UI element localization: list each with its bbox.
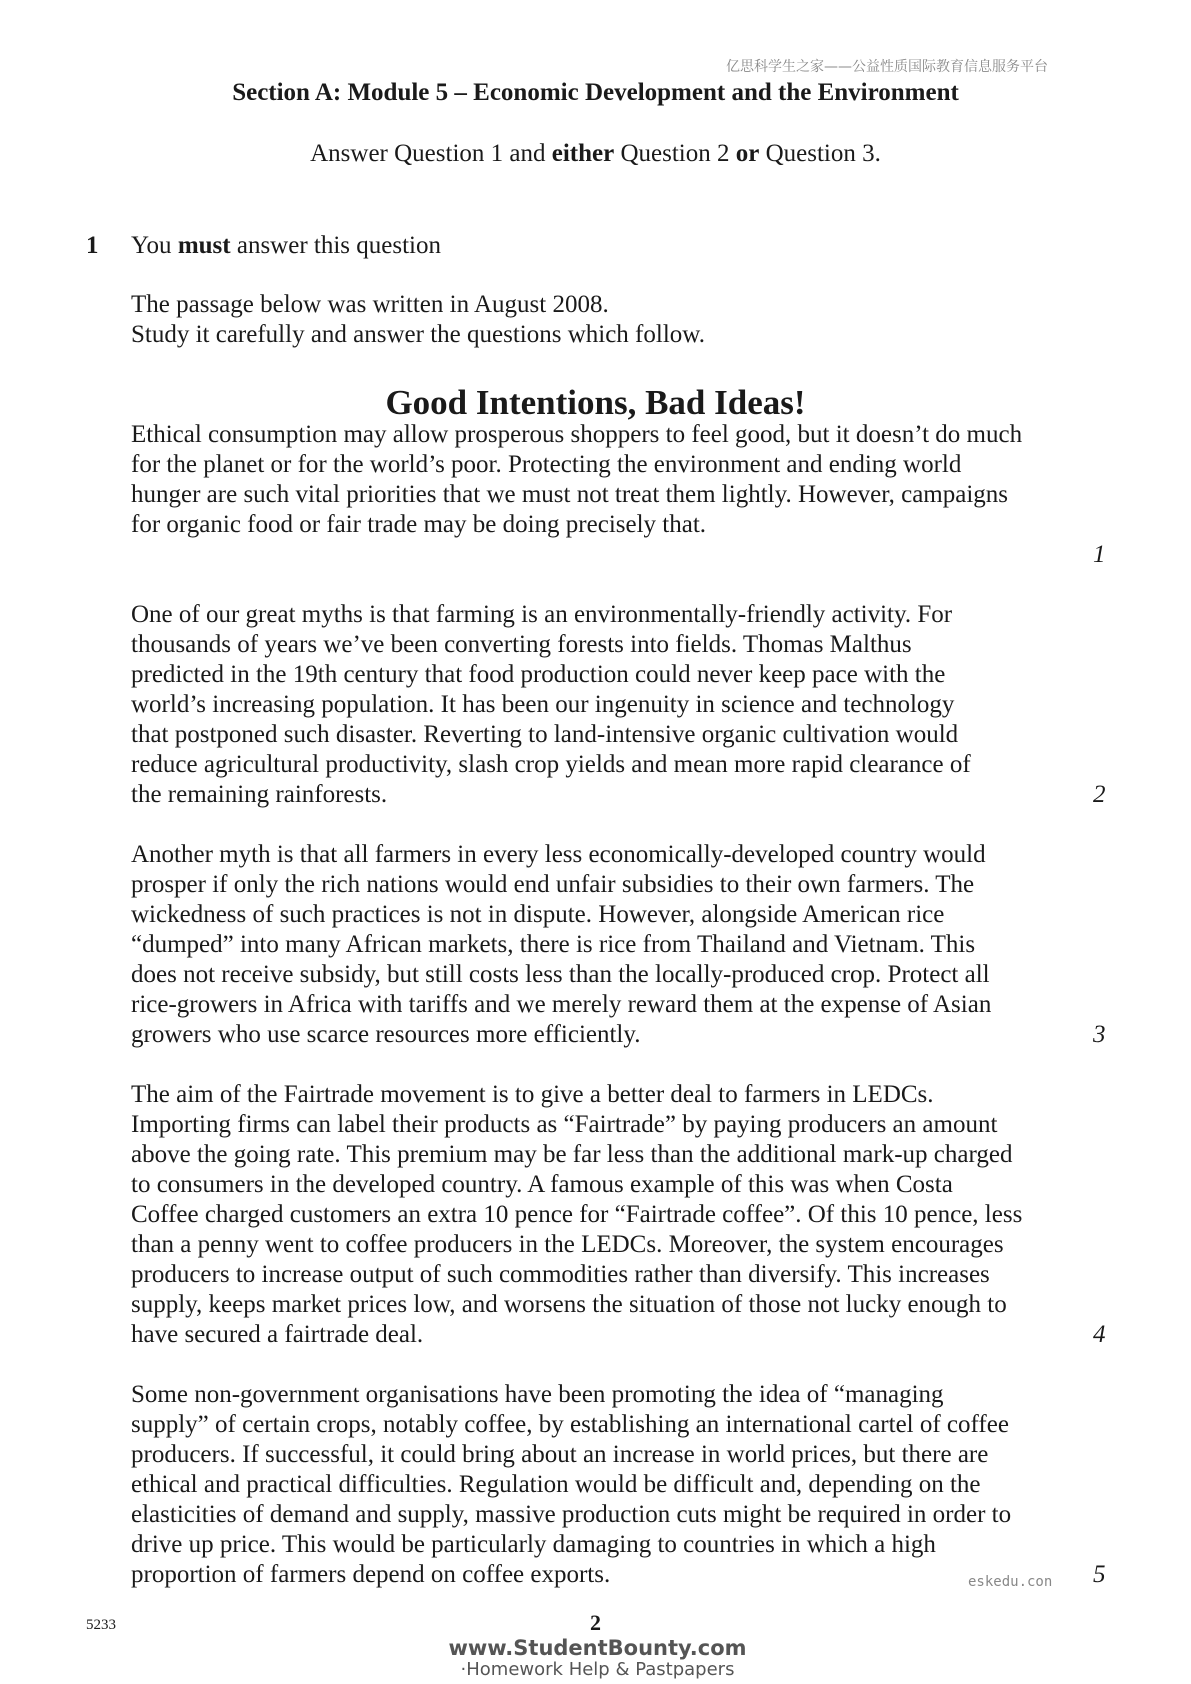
paragraph-line: Importing firms can label their products as “Fairtrade” by paying producers an amount	[131, 1111, 998, 1138]
paragraph-line: rice-growers in Africa with tariffs and we merely reward them at the expense of Asian	[131, 991, 992, 1018]
studentbounty-logo	[445, 1637, 750, 1681]
paragraph-line: producers. If successful, it could bring about an increase in world prices, but there are	[131, 1441, 989, 1468]
paragraph-number: 2	[1093, 781, 1106, 808]
paragraph-line: proportion of farmers depend on coffee exports.	[131, 1561, 611, 1588]
paragraph-number: 1	[1093, 541, 1106, 568]
paragraph-line: than a penny went to coffee producers in the LEDCs. Moreover, the system encourages	[131, 1231, 1004, 1258]
question-text	[131, 232, 441, 260]
paragraph-line: Coffee charged customers an extra 10 pence for “Fairtrade coffee”. Of this 10 pence, less	[131, 1201, 1023, 1228]
paragraph-2	[131, 600, 971, 810]
question-number: 1	[86, 232, 99, 259]
instruction-either: either	[551, 140, 615, 167]
paragraph-line: hunger are such vital priorities that we must not treat them lightly. However, campaigns	[131, 481, 1009, 508]
paragraph-line: does not receive subsidy, but still costs less than the locally-produced crop. Protect all	[131, 961, 990, 988]
instruction-text-2: Question 2	[614, 140, 736, 167]
paragraph-line: reduce agricultural productivity, slash crop yields and mean more rapid clearance of	[131, 751, 971, 778]
paragraph-line: Some non-government organisations have been promoting the idea of “managing	[131, 1381, 944, 1408]
paragraph-line: elasticities of demand and supply, massive production cuts might be required in order to	[131, 1501, 1012, 1528]
question-must: must	[177, 232, 231, 259]
paragraph-1	[131, 420, 1022, 540]
instruction	[0, 140, 1191, 168]
question-text-2: answer this question	[230, 232, 441, 259]
paragraph-line: ethical and practical difficulties. Regulation would be difficult and, depending on the	[131, 1471, 981, 1498]
paragraph-line: Ethical consumption may allow prosperous shoppers to feel good, but it doesn’t do much	[131, 421, 1023, 448]
paragraph-line: to consumers in the developed country. A famous example of this was when Costa	[131, 1171, 953, 1198]
paragraph-line: supply, keeps market prices low, and worsens the situation of those not lucky enough to	[131, 1291, 1007, 1318]
paragraph-line: Another myth is that all farmers in every less economically-developed country would	[131, 841, 986, 868]
paragraph-number: 3	[1093, 1021, 1106, 1048]
paragraph-line: One of our great myths is that farming is an environmentally-friendly activity. For	[131, 601, 953, 628]
paragraph-line: have secured a fairtrade deal.	[131, 1321, 424, 1348]
paragraph-3	[131, 840, 991, 1050]
paragraph-line: thousands of years we’ve been converting forests into fields. Thomas Malthus	[131, 631, 912, 658]
instruction-or: or	[735, 140, 760, 167]
article-title: Good Intentions, Bad Ideas!	[385, 383, 806, 422]
paragraph-line: the remaining rainforests.	[131, 781, 388, 808]
paragraph-number: 5	[1093, 1561, 1106, 1588]
paragraph-5	[131, 1380, 1011, 1590]
paragraph-line: that postponed such disaster. Reverting to land-intensive organic cultivation would	[131, 721, 959, 748]
section-title: Section A: Module 5 – Economic Development and the Environment	[232, 79, 959, 106]
intro-line: Study it carefully and answer the questions which follow.	[131, 321, 705, 348]
paragraph-line: above the going rate. This premium may be far less than the additional mark-up charged	[131, 1141, 1013, 1168]
question-intro	[131, 290, 705, 350]
question-text-1: You	[131, 232, 178, 259]
logo-tagline: ·Homework Help & Pastpapers	[460, 1659, 735, 1680]
paragraph-line: “dumped” into many African markets, there is rice from Thailand and Vietnam. This	[131, 931, 976, 958]
instruction-text-1: Answer Question 1 and	[310, 140, 552, 167]
paragraph-line: growers who use scarce resources more efficiently.	[131, 1021, 641, 1048]
watermark-top: 亿思科学生之家——公益性质国际教育信息服务平台	[726, 59, 1048, 75]
intro-line: The passage below was written in August 2008.	[131, 291, 609, 318]
paragraph-line: wickedness of such practices is not in dispute. However, alongside American rice	[131, 901, 945, 928]
paragraph-line: predicted in the 19th century that food production could never keep pace with the	[131, 661, 946, 688]
paper-code: 5233	[86, 1617, 116, 1633]
logo-url: www.StudentBounty.com	[448, 1636, 747, 1660]
paragraph-line: producers to increase output of such commodities rather than diversify. This increases	[131, 1261, 990, 1288]
paragraph-line: for the planet or for the world’s poor. Protecting the environment and ending world	[131, 451, 962, 478]
paragraph-4	[131, 1080, 1022, 1350]
paragraph-number: 4	[1093, 1321, 1106, 1348]
instruction-text-3: Question 3.	[759, 140, 881, 167]
paragraph-line: supply” of certain crops, notably coffee, by establishing an international cartel of coffee	[131, 1411, 1009, 1438]
page-number: 2	[590, 1610, 601, 1635]
paragraph-line: for organic food or fair trade may be doing precisely that.	[131, 511, 707, 538]
paragraph-line: The aim of the Fairtrade movement is to give a better deal to farmers in LEDCs.	[131, 1081, 934, 1108]
paragraph-line: prosper if only the rich nations would end unfair subsidies to their own farmers. The	[131, 871, 975, 898]
paragraph-line: world’s increasing population. It has been our ingenuity in science and technology	[131, 691, 955, 718]
paragraph-line: drive up price. This would be particularly damaging to countries in which a high	[131, 1531, 936, 1558]
watermark-bottom: eskedu.con	[968, 1574, 1053, 1590]
